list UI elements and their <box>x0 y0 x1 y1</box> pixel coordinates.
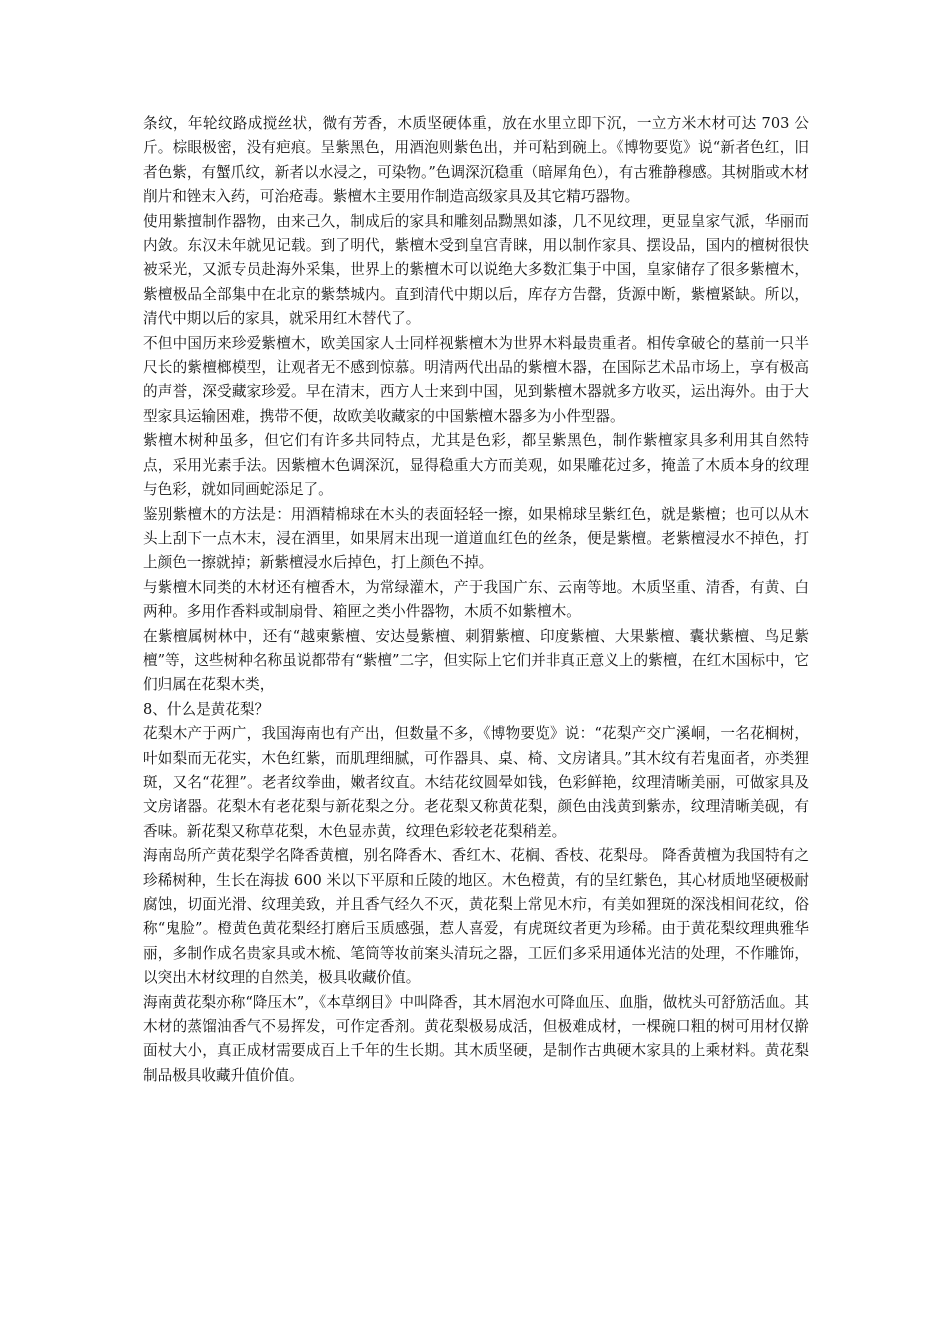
paragraph-zitan-properties: 条纹，年轮纹路成搅丝状，微有芳香，木质坚硬体重，放在水里立即下沉，一立方米木材可达 703 公斤。棕眼极密，没有疤痕。呈紫黑色，用酒泡则紫色出，并可粘到碗上。《博物要览》说“新者色红，旧者色紫，有蟹爪纹，新者以水浸之，可染物。”色调深沉稳重（暗犀角色），有古雅静穆感。其树脂或木材削片和锉末入药，可治疮毒。紫檀木主要用作制造高级家具及其它精巧器物。 <box>143 115 809 206</box>
paragraph-huali-origin: 花梨木产于两广，我国海南也有产出，但数量不多，《博物要览》说：“花梨产交广溪峒，一名花榈树，叶如梨而无花实，木色红紫，而肌理细腻，可作器具、桌、椅、文房诸具。”其木纹有若鬼面者，亦类狸斑，又名“花狸”。老者纹拳曲，嫩者纹直。木结花纹圆晕如钱，色彩鲜艳，纹理清晰美丽，可做家具及文房诸器。花梨木有老花梨与新花梨之分。老花梨又称黄花梨，颜色由浅黄到紫赤，纹理清晰美砚，有香味。新花梨又称草花梨，木色显赤黄，纹理色彩较老花梨稍差。 <box>143 725 809 840</box>
paragraph-zitan-craft: 紫檀木树种虽多，但它们有许多共同特点，尤其是色彩，都呈紫黑色，制作紫檀家具多利用其自然特点，采用光素手法。因紫檀木色调深沉，显得稳重大方而美观，如果雕花过多，掩盖了木质本身的纹理与色彩，就如同画蛇添足了。 <box>143 432 809 499</box>
section-heading-huanghuali: 8、什么是黄花梨？ <box>143 700 270 718</box>
paragraph-zitan-history: 使用紫擅制作器物，由来己久，制成后的家具和雕刻品黝黑如漆，几不见纹理，更显皇家气派，华丽而内敛。东汉未年就见记载。到了明代，紫檀木受到皇宫青睐，用以制作家具、摆设品，国内的檀树很快被采光，又派专员赴海外采集，世界上的紫檀木可以说绝大多数汇集于中国，皇家储存了很多紫檀木，紫檀极品全部集中在北京的紫禁城内。直到清代中期以后，库存方告罄，货源中断，紫檀紧缺。所以，清代中期以后的家具，就采用红木替代了。 <box>143 212 809 328</box>
paragraph-huanghuali-medicinal: 海南黄花梨亦称“降压木”，《本草纲目》中叫降香，其木屑泡水可降血压、血脂，做枕头可舒筋活血。其木材的蒸馏油香气不易挥发，可作定香剂。黄花梨极易成活，但极难成材，一棵碗口粗的树可用材仅擀面杖大小，真正成材需要成百上千年的生长期。其木质坚硬，是制作古典硬木家具的上乘材料。黄花梨制品极具收藏升值价值。 <box>143 993 809 1084</box>
document-body <box>143 112 809 1088</box>
paragraph-pterocarpus-species: 在紫檀属树林中，还有“越柬紫檀、安达曼紫檀、刺猬紫檀、印度紫檀、大果紫檀、囊状紫檀、鸟足紫檀”等，这些树种名称虽说都带有“紫檀”二字，但实际上它们并非真正意义上的紫檀，在红木国标中，它们归属在花梨木类， <box>143 627 809 694</box>
paragraph-zitan-western-appreciation: 不但中国历来珍爱紫檀木，欧美国家人士同样视紫檀木为世界木料最贵重者。相传拿破仑的墓前一只半尺长的紫檀榔模型，让观者无不感到惊慕。明清两代出品的紫檀木器，在国际艺术品市场上，享有极高的声誉，深受藏家珍爱。早在清末，西方人士来到中国，见到紫檀木器就多方收买，运出海外。由于大型家具运输困难，携带不便，故欧美收藏家的中国紫檀木器多为小件型器。 <box>143 334 809 425</box>
paragraph-sandalwood: 与紫檀木同类的木材还有檀香木，为常绿灌木，产于我国广东、云南等地。木质坚重、清香，有黄、白两种。多用作香料或制扇骨、箱匣之类小件器物，木质不如紫檀木。 <box>143 578 809 621</box>
paragraph-zitan-identification: 鉴别紫檀木的方法是：用酒精棉球在木头的表面轻轻一擦，如果棉球呈紫红色，就是紫檀；也可以从木头上刮下一点木末，浸在酒里，如果屑末出现一道道血红色的丝条，便是紫檀。老紫檀浸水不掉色，打上颜色一擦就掉；新紫檀浸水后掉色，打上颜色不掉。 <box>143 505 809 572</box>
paragraph-hainan-huanghuali: 海南岛所产黄花梨学名降香黄檀，别名降香木、香红木、花榈、香枝、花梨母。 降香黄檀为我国特有之珍稀树种，生长在海拔 600 米以下平原和丘陵的地区。木色橙黄，有的呈红紫色，其心材质地坚硬极耐腐蚀，切面光滑、纹理美致，并且香气经久不灭，黄花梨上常见木疖，有美如狸斑的深浅相间花纹，俗称“鬼脸”。橙黄色黄花梨经打磨后玉质感强，惹人喜爱，有虎斑纹者更为珍稀。由于黄花梨纹理典雅华丽，多制作成名贵家具或木梳、笔筒等妆前案头清玩之器，工匠们多采用通体光洁的处理，不作雕饰，以突出木材纹理的自然美，极具收藏价值。 <box>143 847 809 987</box>
